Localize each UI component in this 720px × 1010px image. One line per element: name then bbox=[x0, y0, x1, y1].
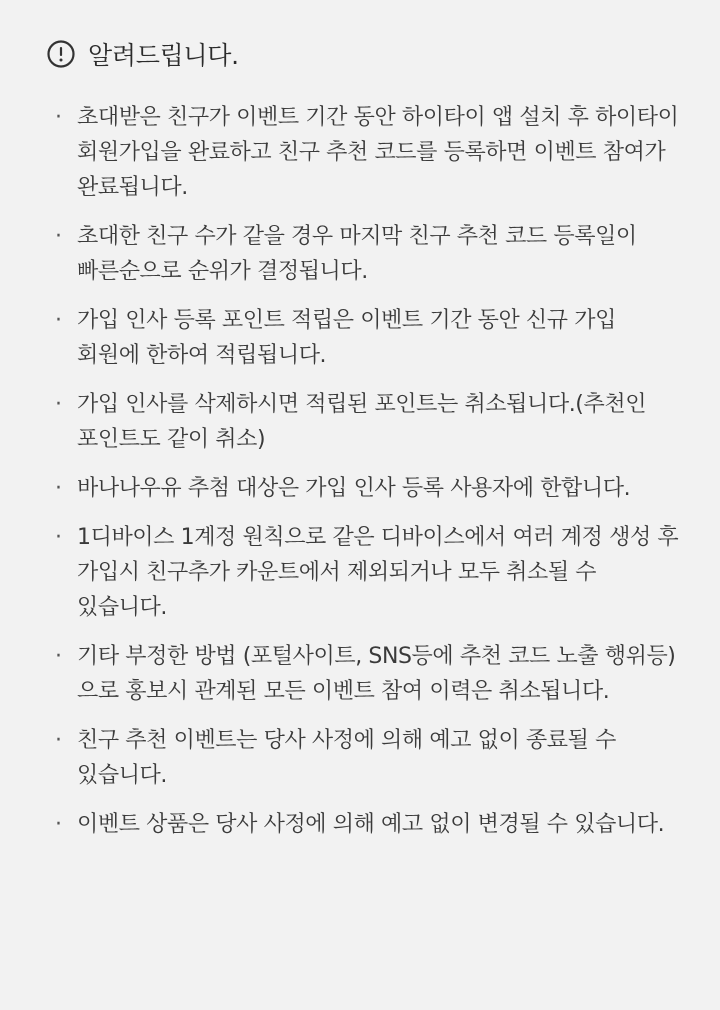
notice-item-text: 가입 인사를 삭제하시면 적립된 포인트는 취소됩니다.(추천인 포인트도 같이 취소) bbox=[77, 392, 647, 452]
notice-item bbox=[46, 387, 684, 457]
notice-item bbox=[46, 471, 684, 506]
bullet-marker: · bbox=[55, 812, 62, 837]
bullet-marker: · bbox=[55, 525, 62, 550]
notice-item-text: 초대받은 친구가 이벤트 기간 동안 하이타이 앱 설치 후 하이타이 회원가입을 완료하고 친구 추천 코드를 등록하면 이벤트 참여가 완료됩니다. bbox=[77, 105, 679, 200]
notice-item bbox=[46, 807, 684, 842]
exclamation-circle-icon bbox=[46, 39, 76, 69]
bullet-marker: · bbox=[55, 476, 62, 501]
notice-item bbox=[46, 303, 684, 373]
notice-item-text: 이벤트 상품은 당사 사정에 의해 예고 없이 변경될 수 있습니다. bbox=[77, 812, 665, 837]
bullet-marker: · bbox=[55, 728, 62, 753]
bullet-marker: · bbox=[55, 224, 62, 249]
notice-item-text: 가입 인사 등록 포인트 적립은 이벤트 기간 동안 신규 가입 회원에 한하여 적립됩니다. bbox=[77, 308, 616, 368]
notice-item bbox=[46, 520, 684, 625]
notice-item bbox=[46, 723, 684, 793]
notice-item-text: 바나나우유 추첨 대상은 가입 인사 등록 사용자에 한합니다. bbox=[77, 476, 631, 501]
bullet-marker: · bbox=[55, 644, 62, 669]
notice-title: 알려드립니다. bbox=[88, 41, 239, 70]
notice-item-text: 초대한 친구 수가 같을 경우 마지막 친구 추천 코드 등록일이 빠른순으로 순위가 결정됩니다. bbox=[77, 224, 637, 284]
notice-header bbox=[46, 36, 684, 72]
notice-item bbox=[46, 219, 684, 289]
notice-item-text: 친구 추천 이벤트는 당사 사정에 의해 예고 없이 종료될 수 있습니다. bbox=[77, 728, 616, 788]
notice-item bbox=[46, 639, 684, 709]
notice-list bbox=[46, 100, 684, 842]
bullet-marker: · bbox=[55, 308, 62, 333]
bullet-marker: · bbox=[55, 392, 62, 417]
bullet-marker: · bbox=[55, 105, 62, 130]
notice-item bbox=[46, 100, 684, 205]
notice-item-text: 기타 부정한 방법 (포털사이트, SNS등에 추천 코드 노출 행위등)으로 홍보시 관계된 모든 이벤트 참여 이력은 취소됩니다. bbox=[77, 644, 676, 704]
notice-item-text: 1디바이스 1계정 원칙으로 같은 디바이스에서 여러 계정 생성 후 가입시 친구추가 카운트에서 제외되거나 모두 취소될 수 있습니다. bbox=[77, 525, 679, 620]
